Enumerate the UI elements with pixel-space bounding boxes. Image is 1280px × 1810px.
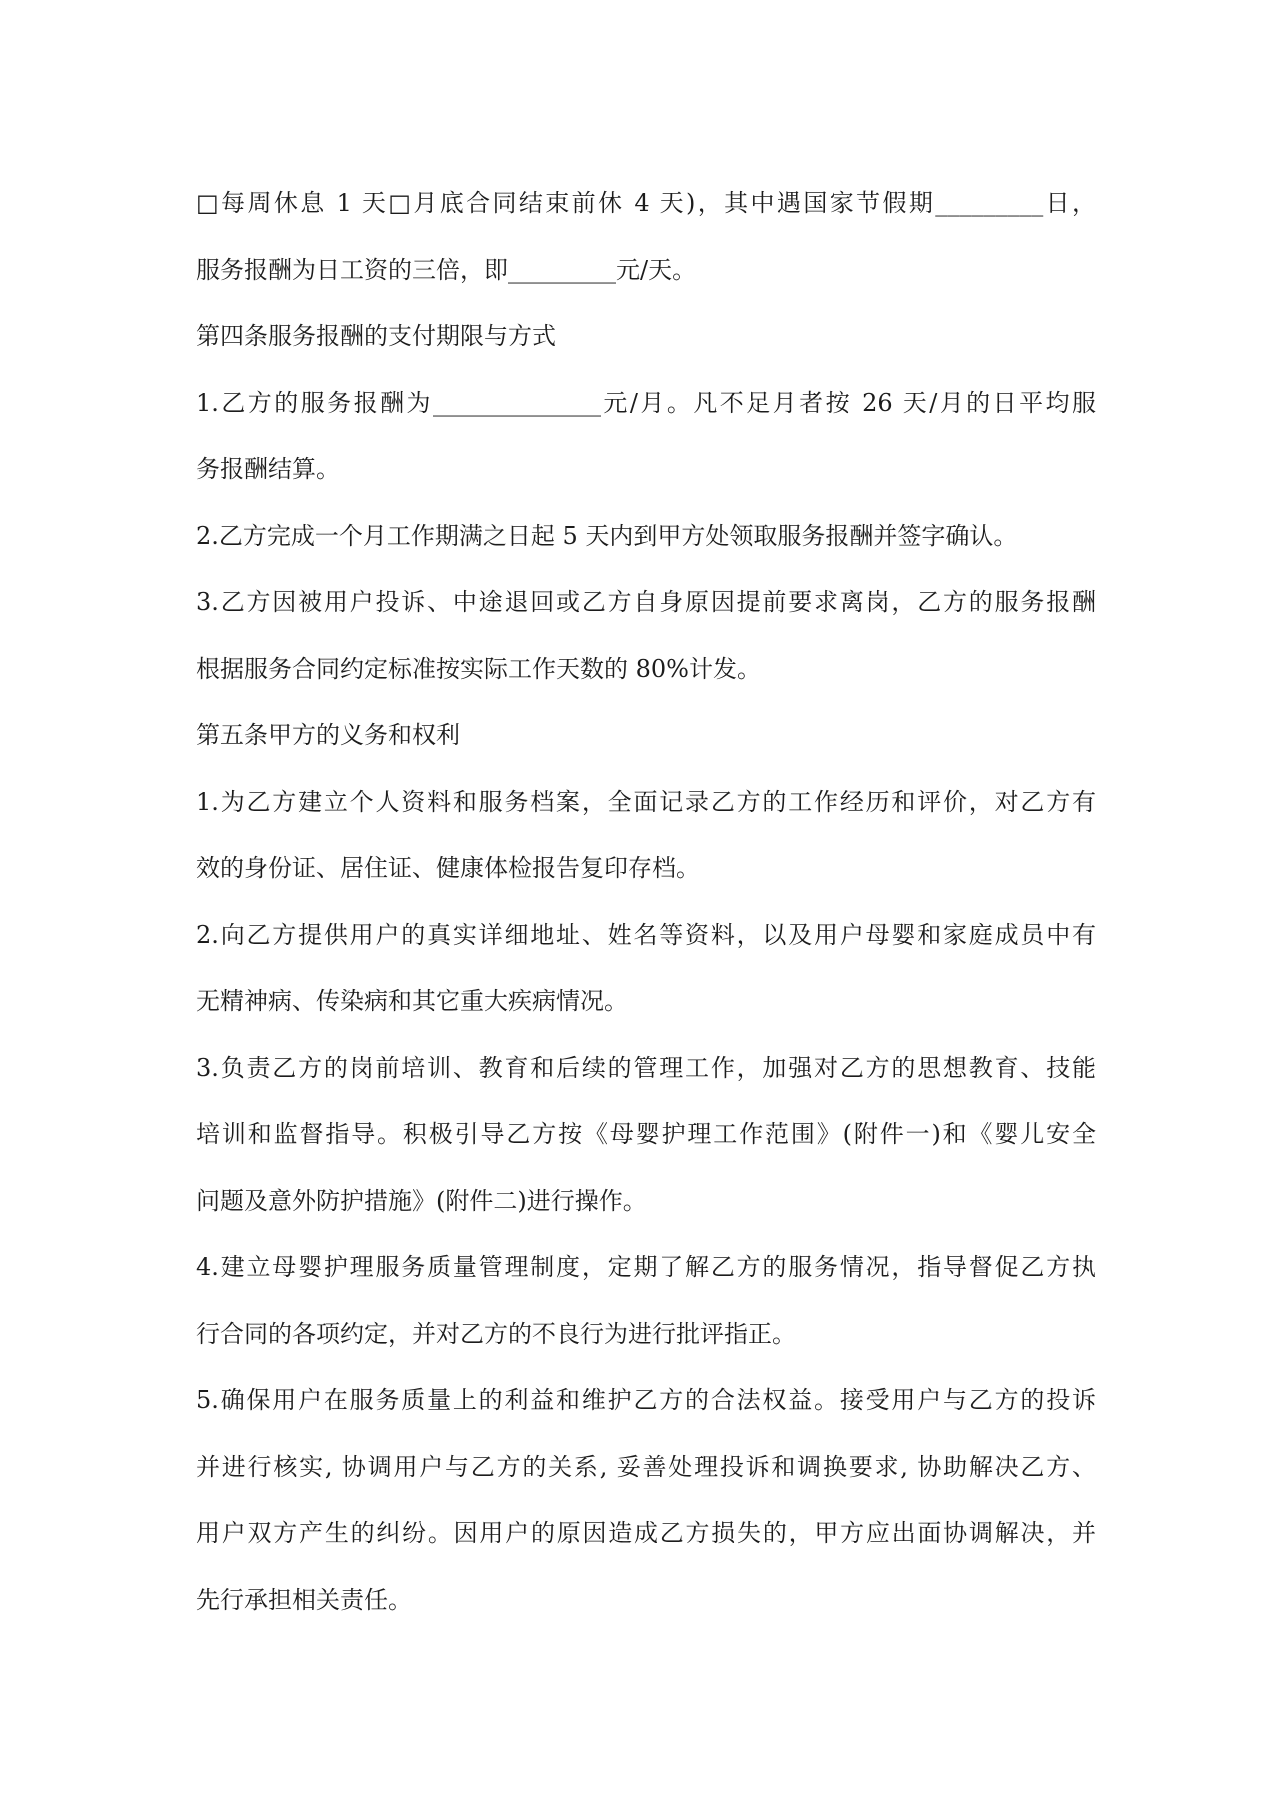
text-line-4: 1.乙方的服务报酬为______________元/月。凡不足月者按 26 天/月的日平均服 [196, 388, 1096, 417]
text-line-12: 2.向乙方提供用户的真实详细地址、姓名等资料，以及用户母婴和家庭成员中有 [196, 920, 1096, 949]
document-body [196, 170, 1096, 1633]
text-line-15: 培训和监督指导。积极引导乙方按《母婴护理工作范围》(附件一)和《婴儿安全 [196, 1120, 1096, 1148]
text-line-18: 行合同的各项约定，并对乙方的不良行为进行批评指正。 [196, 1319, 796, 1348]
text-line-7: 3.乙方因被用户投诉、中途退回或乙方自身原因提前要求离岗，乙方的服务报酬 [196, 588, 1096, 616]
text-line-17: 4.建立母婴护理服务质量管理制度，定期了解乙方的服务情况，指导督促乙方执 [196, 1253, 1096, 1281]
text-line-16: 问题及意外防护措施》(附件二)进行操作。 [196, 1186, 647, 1215]
section-heading-5: 第五条甲方的义务和权利 [196, 721, 460, 749]
text-line-8: 根据服务合同约定标准按实际工作天数的 80%计发。 [196, 654, 761, 683]
text-line-10: 1.为乙方建立个人资料和服务档案，全面记录乙方的工作经历和评价，对乙方有 [196, 787, 1096, 816]
text-line-20: 并进行核实, 协调用户与乙方的关系, 妥善处理投诉和调换要求, 协助解决乙方、 [196, 1452, 1096, 1481]
section-heading-4: 第四条服务报酬的支付期限与方式 [196, 322, 556, 350]
text-line-11: 效的身份证、居住证、健康体检报告复印存档。 [196, 854, 700, 882]
text-line-13: 无精神病、传染病和其它重大疾病情况。 [196, 987, 628, 1015]
text-line-5: 务报酬结算。 [196, 455, 340, 483]
text-line-19: 5.确保用户在服务质量上的利益和维护乙方的合法权益。接受用户与乙方的投诉 [196, 1386, 1096, 1414]
text-line-21: 用户双方产生的纠纷。因用户的原因造成乙方损失的，甲方应出面协调解决，并 [196, 1519, 1096, 1547]
text-line-1: □每周休息 1 天□月底合同结束前休 4 天)，其中遇国家节假期_________日， [196, 189, 1096, 217]
text-line-14: 3.负责乙方的岗前培训、教育和后续的管理工作，加强对乙方的思想教育、技能 [196, 1053, 1096, 1082]
text-line-2: 服务报酬为日工资的三倍，即_________元/天。 [196, 255, 697, 284]
text-line-6: 2.乙方完成一个月工作期满之日起 5 天内到甲方处领取服务报酬并签字确认。 [196, 521, 1018, 550]
text-line-22: 先行承担相关责任。 [196, 1585, 412, 1614]
